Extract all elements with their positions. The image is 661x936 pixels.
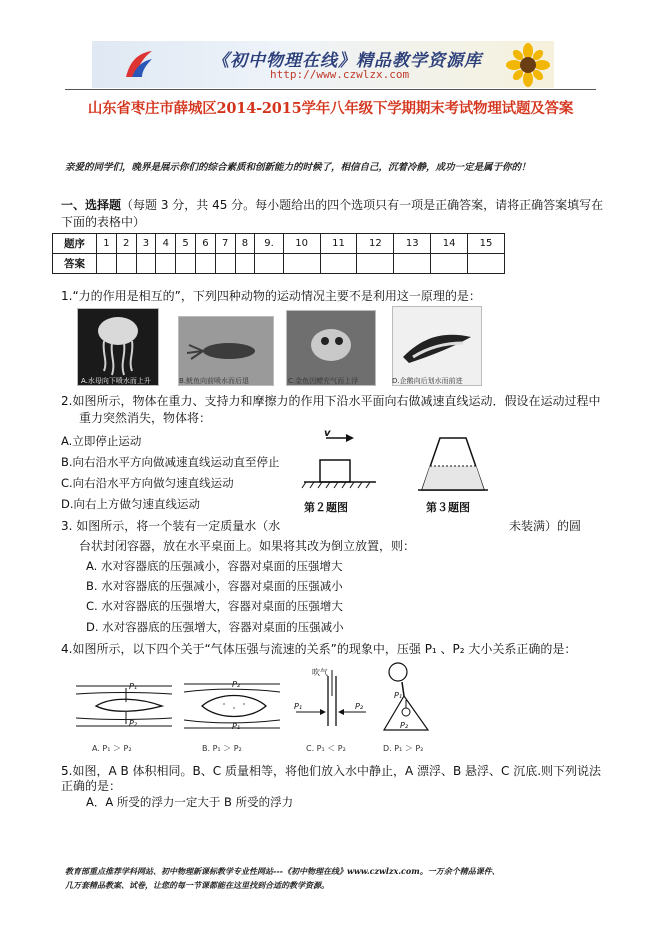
q4-caption-d: D. P₁ ＞ P₂ <box>383 744 424 753</box>
q4d-p1-label: P₁ <box>394 691 403 700</box>
banner-url[interactable]: http://www.czwlzx.com <box>270 68 410 81</box>
header-rule <box>65 89 596 90</box>
section-desc-line2: 下面的表格中） <box>61 215 146 229</box>
sunflower-image <box>506 43 550 87</box>
q4c-blow-label: 吹气 <box>312 668 328 677</box>
q4-caption-a: A. P₁ ＞ P₂ <box>92 744 132 753</box>
q5-stem-line2: 正确的是： <box>61 779 122 793</box>
table-cell-number: 1 <box>97 234 117 254</box>
q2-option-b[interactable]: B.向右沿水平方向做减速直线运动直至停止 <box>61 455 280 469</box>
q3-option-a[interactable]: A. 水对容器底的压强减小，容器对桌面的压强增大 <box>86 559 343 573</box>
table-cell-number: 11 <box>320 234 357 254</box>
section-heading-line <box>61 197 603 213</box>
answer-cell[interactable] <box>195 254 215 274</box>
document-title: 山东省枣庄市薛城区2014-2015学年八年级下学期期末考试物理试题及答案 <box>87 100 574 117</box>
q4-caption-c: C. P₁ ＜ P₂ <box>306 744 346 753</box>
table-cell-number: 4 <box>156 234 176 254</box>
q4b-p2-label: P₂ <box>232 680 241 689</box>
fig2-block-diagram <box>300 426 380 494</box>
answer-table-row-answers <box>53 254 505 274</box>
q5-option-a[interactable]: A．A 所受的浮力一定大于 B 所受的浮力 <box>86 795 294 809</box>
section-desc-line1: （每题 3 分，共 45 分。每小题给出的四个选项只有一项是正确答案，请将正确答案填写在 <box>121 198 604 212</box>
answer-cell[interactable] <box>394 254 431 274</box>
q3-option-b[interactable]: B. 水对容器底的压强减小，容器对桌面的压强减小 <box>86 579 343 593</box>
answer-cell[interactable] <box>116 254 136 274</box>
answer-cell[interactable] <box>283 254 320 274</box>
table-cell-number: 13 <box>394 234 431 254</box>
q3-stem-line2: 台状封闭容器，放在水平桌面上。如果将其改为倒立放置，则： <box>79 539 416 553</box>
answer-cell[interactable] <box>357 254 394 274</box>
answer-cell[interactable] <box>136 254 156 274</box>
answer-cell[interactable] <box>97 254 117 274</box>
answer-cell[interactable] <box>235 254 255 274</box>
table-cell-number: 8 <box>235 234 255 254</box>
q1-caption-a: A.水母向下喷水而上升 <box>81 377 151 385</box>
q1-caption-c: C.金鱼因鳔充气而上浮 <box>288 377 359 385</box>
table-cell-number: 3 <box>136 234 156 254</box>
table-cell-number: 14 <box>431 234 468 254</box>
table-cell-number: 10 <box>283 234 320 254</box>
answer-cell[interactable] <box>320 254 357 274</box>
fig3-caption: 第３题图 <box>426 501 470 514</box>
table-header-answer: 答案 <box>53 254 97 274</box>
q4-caption-b: B. P₁ ＞ P₂ <box>202 744 242 753</box>
answer-table <box>52 233 505 274</box>
answer-cell[interactable] <box>176 254 196 274</box>
table-cell-number: 15 <box>468 234 505 254</box>
q5-stem-line1: 5.如图，A B 体积相同。B、C 质量相等，将他们放入水中静止，A 漂浮、B 悬浮、C 沉底.则下列说法 <box>61 764 602 778</box>
q4b-p1-label: P₁ <box>232 722 241 731</box>
fig2-caption: 第２题图 <box>304 501 348 514</box>
penguin-image <box>392 306 482 386</box>
q4a-p2-label: P₂ <box>129 719 138 728</box>
q4d-p2-label: P₂ <box>400 721 409 730</box>
fig3-container-diagram <box>418 436 488 494</box>
q2-option-c[interactable]: C.向右沿水平方向做匀速直线运动 <box>61 476 234 490</box>
q3-option-c[interactable]: C. 水对容器底的压强增大，容器对桌面的压强增大 <box>86 599 343 613</box>
q2-option-d[interactable]: D.向右上方做匀速直线运动 <box>61 497 201 511</box>
answer-cell[interactable] <box>215 254 235 274</box>
section-heading: 一、选择题 <box>61 198 122 212</box>
footer-text <box>65 864 605 892</box>
table-header-number: 题序 <box>53 234 97 254</box>
q3-stem-a: 3. 如图所示，将一个装有一定质量水（水 <box>61 519 281 533</box>
site-logo <box>122 47 156 81</box>
banner-title: 《初中物理在线》精品教学资源库 <box>212 51 482 71</box>
answer-cell[interactable] <box>431 254 468 274</box>
header-banner <box>92 41 554 88</box>
q2-option-a[interactable]: A.立即停止运动 <box>61 434 142 448</box>
table-cell-number: 2 <box>116 234 136 254</box>
q4-figure-a <box>76 674 172 738</box>
table-cell-number: 12 <box>357 234 394 254</box>
answer-cell[interactable] <box>156 254 176 274</box>
motto-text: 亲爱的同学们，晚界是展示你们的综合素质和创新能力的时候了，相信自己，沉着冷静，成功一定是属于你的！ <box>65 162 531 173</box>
footer-line1: 教育部重点推荐学科网站、初中物理新课标教学专业性网站---《初中物理在线》www.czwlzx.com。一万余个精品课件、 <box>65 866 500 876</box>
answer-cell[interactable] <box>468 254 505 274</box>
q2-stem-line1: 2.如图所示，物体在重力、支持力和摩擦力的作用下沿水平面向右做减速直线运动．假设在运动过程中 <box>61 394 601 408</box>
fig2-velocity-label: v <box>324 428 331 439</box>
jellyfish-image <box>77 308 159 386</box>
answer-cell[interactable] <box>255 254 283 274</box>
q3-option-d[interactable]: D. 水对容器底的压强增大，容器对桌面的压强减小 <box>86 620 344 634</box>
q4c-p2-label: P₂ <box>355 702 364 711</box>
table-cell-number: 5 <box>176 234 196 254</box>
q4c-p1-label: P₁ <box>294 702 303 711</box>
table-cell-number: 6 <box>195 234 215 254</box>
q1-caption-b: B.鱿鱼向前喷水而后退 <box>179 377 250 385</box>
q4a-p1-label: P₁ <box>129 682 138 691</box>
table-cell-number: 9. <box>255 234 283 254</box>
footer-line2: 几万套精品教案、试卷，让您的每一节课都能在这里找到合适的教学资源。 <box>65 880 329 890</box>
goldfish-image <box>286 310 376 386</box>
answer-table-row-numbers <box>53 234 505 254</box>
q1-caption-d: D.企鹅向后划水而前进 <box>392 377 463 385</box>
q4-stem: 4.如图所示，以下四个关于“气体压强与流速的关系”的现象中，压强 P₁ 、P₂ 大小关系正确的是： <box>61 642 577 656</box>
q1-stem: 1.“力的作用是相互的”，下列四种动物的运动情况主要不是利用这一原理的是： <box>61 289 481 303</box>
q3-stem-b: 未装满）的圆 <box>509 519 582 533</box>
q2-stem-line2: 重力突然消失，物体将： <box>79 411 212 425</box>
table-cell-number: 7 <box>215 234 235 254</box>
